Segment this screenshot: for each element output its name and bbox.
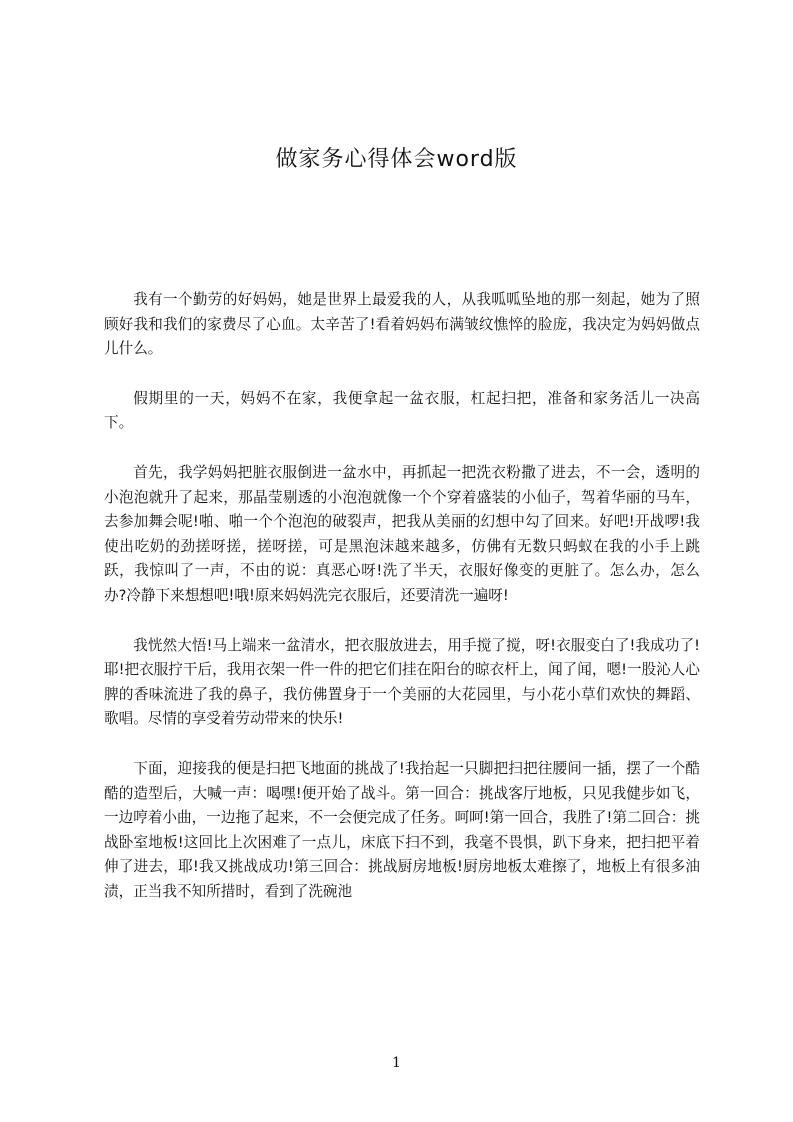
- document-title: 做家务心得体会word版: [275, 147, 518, 172]
- paragraph-2: 假期里的一天，妈妈不在家，我便拿起一盆衣服，杠起扫把，准备和家务活儿一决高下。: [104, 389, 700, 432]
- page-number: 1: [392, 1055, 401, 1071]
- document-body: [104, 288, 700, 929]
- paragraph-3: 首先，我学妈妈把脏衣服倒进一盆水中，再抓起一把洗衣粉撒了进去，不一会，透明的小泡泡就升了起来，那晶莹剔透的小泡泡就像一个个穿着盛装的小仙子，驾着华丽的马车，去参加舞会呢!啪、啪一个个泡泡的破裂声，把我从美丽的幻想中勾了回来。好吧!开战啰!我使出吃奶的劲搓呀搓，搓呀搓，可是黑泡沫越来越多，仿佛有无数只蚂蚁在我的小手上跳跃，我惊叫了一声，不由的说：真恶心呀!洗了半天，衣服好像变的更脏了。怎么办，怎么办?冷静下来想想吧!哦!原来妈妈洗完衣服后，还要清洗一遍呀!: [104, 463, 700, 604]
- paragraph-4: 我恍然大悟!马上端来一盆清水，把衣服放进去，用手搅了搅，呀!衣服变白了!我成功了!耶!把衣服拧干后，我用衣架一件一件的把它们挂在阳台的晾衣杆上，闻了闻，嗯!一股沁人心脾的香味流进了我的鼻子，我仿佛置身于一个美丽的大花园里，与小花小草们欢快的舞蹈、歌唱。尽情的享受着劳动带来的快乐!: [104, 636, 700, 728]
- paragraph-5: 下面，迎接我的便是扫把飞地面的挑战了!我抬起一只脚把扫把往腰间一插，摆了一个酷酷的造型后，大喊一声：喝嘿!便开始了战斗。第一回合：挑战客厅地板，只见我健步如飞，一边哼着小曲，一边拖了起来，不一会便完成了任务。呵呵!第一回合，我胜了!第二回合：挑战卧室地板!这回比上次困难了一点儿，床底下扫不到，我毫不畏惧，趴下身来，把扫把平着伸了进去，耶!我又挑战成功!第三回合：挑战厨房地板!厨房地板太难擦了，地板上有很多油渍，正当我不知所措时，看到了洗碗池: [104, 759, 700, 900]
- paragraph-1: 我有一个勤劳的好妈妈，她是世界上最爱我的人，从我呱呱坠地的那一刻起，她为了照顾好我和我们的家费尽了心血。太辛苦了!看着妈妈布满皱纹憔悴的脸庞，我决定为妈妈做点儿什么。: [104, 291, 700, 358]
